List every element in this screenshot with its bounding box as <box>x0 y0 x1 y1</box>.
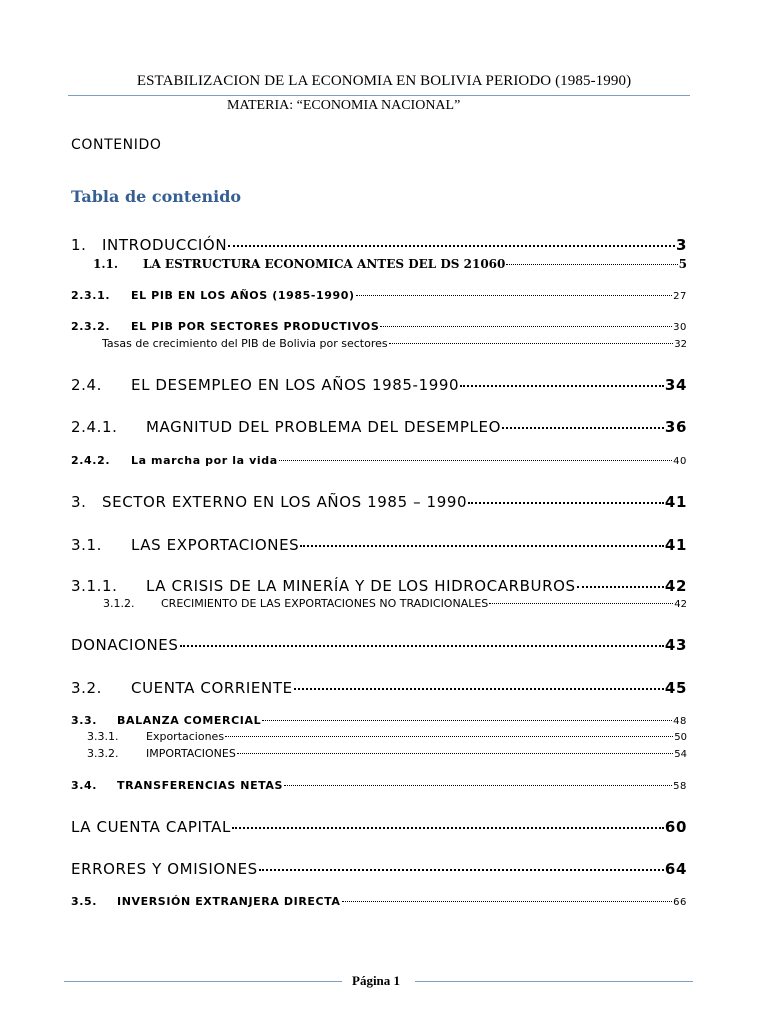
toc-entry-exportaciones-no-tradicionales[interactable] <box>103 597 687 610</box>
toc-entry-label: MAGNITUD DEL PROBLEMA DEL DESEMPLEO <box>146 418 501 436</box>
toc-entry-label: LA ESTRUCTURA ECONOMICA ANTES DEL DS 21060 <box>143 257 506 271</box>
toc-entry-introduccion[interactable] <box>71 236 687 254</box>
toc-entry-label: LA CUENTA CAPITAL <box>71 818 231 836</box>
toc-entry-label: TRANSFERENCIAS NETAS <box>117 779 284 792</box>
toc-entry-page: 43 <box>664 636 687 654</box>
toc-entry-importaciones[interactable] <box>87 747 687 760</box>
footer-divider-left <box>64 981 342 982</box>
toc-leader <box>259 869 664 871</box>
toc-entry-pib-sectores[interactable] <box>71 320 687 333</box>
toc-entry-cuenta-capital[interactable] <box>71 818 687 836</box>
document-header-subtitle: MATERIA: “ECONOMIA NACIONAL” <box>227 98 461 113</box>
toc-entry-number: 3.3.2. <box>87 747 119 760</box>
toc-entry-label: EL DESEMPLEO EN LOS AÑOS 1985-1990 <box>131 376 460 394</box>
toc-leader <box>468 502 664 504</box>
toc-leader <box>460 385 664 387</box>
toc-entry-number: 1. <box>71 236 87 254</box>
toc-entry-number: 2.3.2. <box>71 320 111 333</box>
toc-entry-transferencias-netas[interactable] <box>71 779 687 792</box>
toc-entry-page: 40 <box>673 456 687 467</box>
toc-entry-number: 3.1. <box>71 536 103 554</box>
toc-leader <box>284 785 672 786</box>
toc-leader <box>506 264 677 265</box>
toc-entry-page: 30 <box>673 322 687 333</box>
toc-entry-label: CUENTA CORRIENTE <box>131 679 293 697</box>
toc-leader <box>380 326 672 327</box>
toc-leader <box>577 586 664 588</box>
toc-entry-number: 3. <box>71 493 87 511</box>
toc-entry-sector-externo[interactable] <box>71 493 687 511</box>
toc-entry-label: ERRORES Y OMISIONES <box>71 860 258 878</box>
toc-entry-page: 45 <box>664 679 687 697</box>
toc-leader <box>262 720 672 721</box>
toc-entry-number: 2.4.1. <box>71 418 118 436</box>
toc-entry-number: 3.4. <box>71 779 98 792</box>
toc-entry-label: CRECIMIENTO DE LAS EXPORTACIONES NO TRADICIONALES <box>161 597 489 610</box>
toc-entry-magnitud-desempleo[interactable] <box>71 418 687 436</box>
toc-leader <box>342 901 673 902</box>
toc-entry-label: SECTOR EXTERNO EN LOS AÑOS 1985 – 1990 <box>102 493 468 511</box>
toc-entry-number: 3.2. <box>71 679 103 697</box>
toc-entry-number: 3.5. <box>71 895 98 908</box>
toc-entry-exportaciones-sub[interactable] <box>87 730 687 743</box>
toc-entry-number: 1.1. <box>93 257 119 271</box>
toc-leader <box>294 688 664 690</box>
toc-leader <box>489 603 673 604</box>
toc-entry-number: 3.1.2. <box>103 597 135 610</box>
toc-entry-label: BALANZA COMERCIAL <box>117 714 262 727</box>
toc-entry-page: 54 <box>674 749 687 760</box>
contenido-label: CONTENIDO <box>71 137 162 153</box>
footer-page-number: Página 1 <box>352 973 401 988</box>
header-divider <box>68 95 690 96</box>
toc-entry-label: IMPORTACIONES <box>146 747 236 760</box>
toc-entry-label: Tasas de crecimiento del PIB de Bolivia por sectores <box>102 337 388 350</box>
toc-entry-estructura[interactable] <box>93 257 687 271</box>
toc-entry-page: 66 <box>673 897 687 908</box>
toc-leader <box>180 645 664 647</box>
toc-entry-page: 41 <box>664 493 687 511</box>
footer-divider-right <box>415 981 693 982</box>
toc-entry-page: 42 <box>674 599 687 610</box>
toc-leader <box>237 753 673 754</box>
toc-entry-label: EL PIB EN LOS AÑOS (1985-1990) <box>131 289 355 302</box>
toc-entry-page: 50 <box>674 732 687 743</box>
toc-entry-label: EL PIB POR SECTORES PRODUCTIVOS <box>131 320 380 333</box>
toc-entry-number: 3.1.1. <box>71 577 118 595</box>
toc-entry-cuenta-corriente[interactable] <box>71 679 687 697</box>
toc-entry-page: 60 <box>664 818 687 836</box>
toc-entry-label: LA CRISIS DE LA MINERÍA Y DE LOS HIDROCARBUROS <box>146 577 576 595</box>
toc-entry-marcha-vida[interactable] <box>71 454 687 467</box>
toc-entry-number: 3.3. <box>71 714 98 727</box>
toc-entry-balanza-comercial[interactable] <box>71 714 687 727</box>
toc-leader <box>232 827 664 829</box>
toc-entry-label: LAS EXPORTACIONES <box>131 536 300 554</box>
toc-leader <box>300 545 664 547</box>
toc-leader <box>502 427 664 429</box>
toc-entry-number: 2.4. <box>71 376 103 394</box>
toc-entry-page: 48 <box>673 716 687 727</box>
toc-entry-page: 3 <box>675 236 687 254</box>
toc-entry-label: INVERSIÓN EXTRANJERA DIRECTA <box>117 895 341 908</box>
toc-entry-page: 41 <box>664 536 687 554</box>
toc-entry-exportaciones[interactable] <box>71 536 687 554</box>
toc-entry-number: 3.3.1. <box>87 730 119 743</box>
document-header-title: ESTABILIZACION DE LA ECONOMIA EN BOLIVIA PERIODO (1985-1990) <box>136 73 632 89</box>
toc-entry-label: DONACIONES <box>71 636 179 654</box>
toc-entry-number: 2.3.1. <box>71 289 111 302</box>
toc-entry-tasas-crecimiento[interactable] <box>102 337 687 350</box>
toc-entry-page: 5 <box>678 257 687 271</box>
toc-leader <box>356 295 672 296</box>
toc-entry-page: 58 <box>673 781 687 792</box>
toc-leader <box>389 343 674 344</box>
toc-entry-label: La marcha por la vida <box>131 454 278 467</box>
toc-entry-label: Exportaciones <box>146 730 225 743</box>
toc-entry-crisis-mineria[interactable] <box>71 577 687 595</box>
toc-entry-page: 42 <box>664 577 687 595</box>
toc-leader <box>228 245 675 247</box>
toc-leader <box>279 460 672 461</box>
toc-entry-pib-anios[interactable] <box>71 289 687 302</box>
toc-entry-number: 2.4.2. <box>71 454 111 467</box>
toc-entry-page: 36 <box>664 418 687 436</box>
toc-entry-page: 34 <box>664 376 687 394</box>
toc-heading: Tabla de contenido <box>71 187 242 206</box>
toc-entry-errores-omisiones[interactable] <box>71 860 687 878</box>
toc-entry-label: INTRODUCCIÓN <box>102 236 228 254</box>
toc-entry-page: 32 <box>674 339 687 350</box>
toc-entry-inversion-extranjera[interactable] <box>71 895 687 908</box>
toc-entry-page: 27 <box>673 291 687 302</box>
toc-entry-desempleo[interactable] <box>71 376 687 394</box>
toc-entry-page: 64 <box>664 860 687 878</box>
toc-leader <box>225 736 673 737</box>
toc-entry-donaciones[interactable] <box>71 636 687 654</box>
